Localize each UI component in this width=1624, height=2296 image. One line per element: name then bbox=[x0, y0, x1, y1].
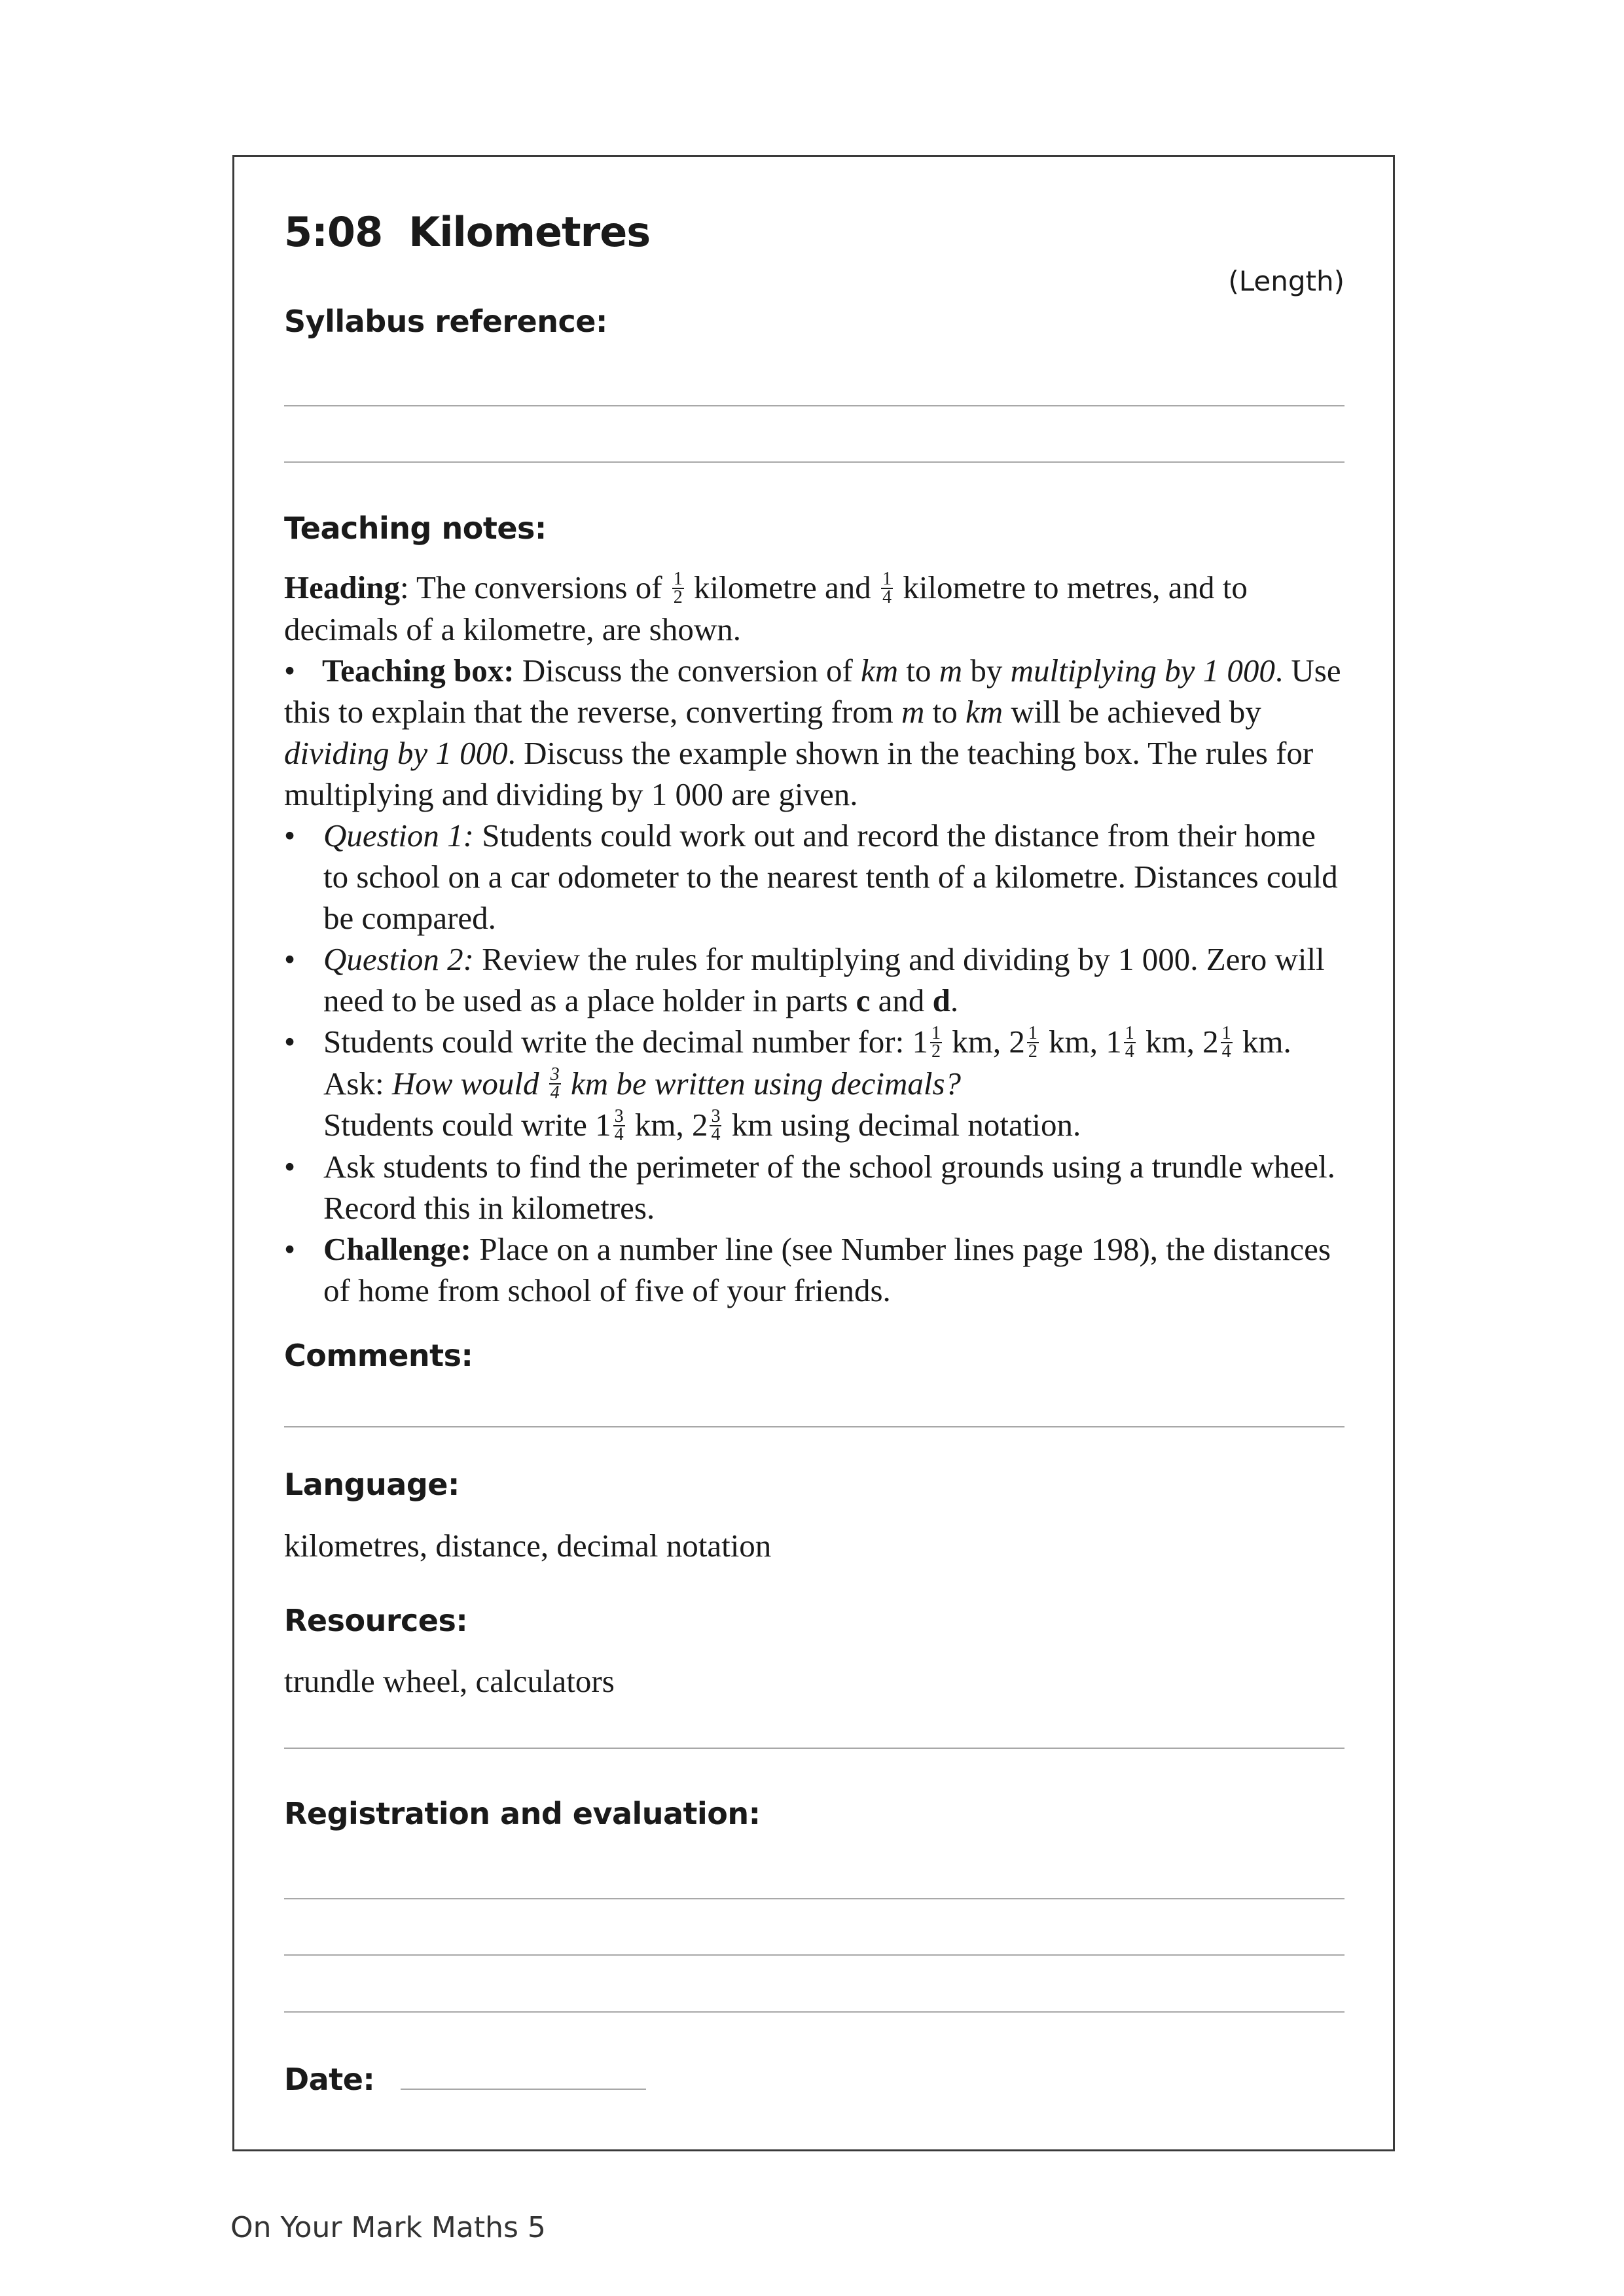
heading-note: Heading: The conversions of $\frac{1}{2}$ kilometre and $\frac{1}{4}$ kilometre to metres, and to decimals of a kilometre, are shown. bbox=[284, 568, 1248, 647]
registration-line-2 bbox=[284, 1954, 1344, 1956]
syllabus-line-1 bbox=[284, 405, 1344, 406]
comments-line bbox=[284, 1426, 1344, 1427]
date-field-line bbox=[401, 2089, 646, 2090]
teaching-notes-heading: Teaching notes: bbox=[284, 511, 547, 546]
resources-line bbox=[284, 1748, 1344, 1749]
comments-heading: Comments: bbox=[284, 1338, 473, 1373]
question-2-note: • Question 2: Review the rules for multiplying and dividing by 1 000. Zero will need to be used as a place holder in parts c and d. bbox=[284, 939, 1344, 1021]
decimal-number-note: • Students could write the decimal number for: 1 $\frac{1}{2}$ km, 2 $\frac{1}{2}$ km, 1 $\frac{1}{4}$ km, 2 $\frac{1}{4}$ km. Ask: How would $\frac{3}{4}$ km be written using decimals? Students could write 1 $\frac{3}{4}$ km, 2 $\frac{3}{4}$ km using decimal notation. bbox=[284, 1021, 1344, 1146]
resources-text: trundle wheel, calculators bbox=[284, 1663, 615, 1699]
registration-heading: Registration and evaluation: bbox=[284, 1796, 761, 1831]
fraction-quarter: $\frac{1}{4}$ bbox=[882, 568, 892, 607]
bullet: • bbox=[284, 1231, 296, 1267]
lesson-number: 5:08 bbox=[284, 208, 383, 256]
footer-text: On Your Mark Maths 5 bbox=[230, 2211, 546, 2244]
syllabus-line-2 bbox=[284, 461, 1344, 463]
topic-label: (Length) bbox=[1228, 265, 1344, 297]
resources-heading: Resources: bbox=[284, 1603, 468, 1638]
lesson-title: Kilometres bbox=[408, 208, 651, 256]
syllabus-heading: Syllabus reference: bbox=[284, 304, 607, 339]
registration-line-3 bbox=[284, 2011, 1344, 2013]
language-heading: Language: bbox=[284, 1467, 460, 1502]
bullet: • bbox=[284, 817, 296, 853]
teaching-box-note: • Teaching box: Discuss the conversion of km to m by multiplying by 1 000. Use this to explain that the reverse, converting from m to km will be achieved by dividing by 1 000. Discuss the example shown in the teaching box. The rules for multiplying and dividing by 1 000 are given. bbox=[284, 650, 1344, 815]
date-label: Date: bbox=[284, 2062, 375, 2097]
perimeter-note: • Ask students to find the perimeter of the school grounds using a trundle wheel. Record this in kilometres. bbox=[284, 1146, 1344, 1229]
teaching-notes-body bbox=[284, 567, 1344, 1311]
challenge-note: • Challenge: Place on a number line (see Number lines page 198), the distances of home from school of five of your friends. bbox=[284, 1229, 1344, 1311]
bullet: • bbox=[284, 1149, 296, 1185]
page-title bbox=[284, 208, 650, 256]
question-1-note: • Question 1: Students could work out and record the distance from their home to school on a car odometer to the nearest tenth of a kilometre. Distances could be compared. bbox=[284, 815, 1344, 939]
bullet: • bbox=[284, 1023, 296, 1060]
language-text: kilometres, distance, decimal notation bbox=[284, 1528, 772, 1564]
bullet: • bbox=[284, 652, 296, 689]
fraction-half: $\frac{1}{2}$ bbox=[673, 568, 683, 607]
bullet: • bbox=[284, 941, 296, 977]
registration-line-1 bbox=[284, 1898, 1344, 1899]
